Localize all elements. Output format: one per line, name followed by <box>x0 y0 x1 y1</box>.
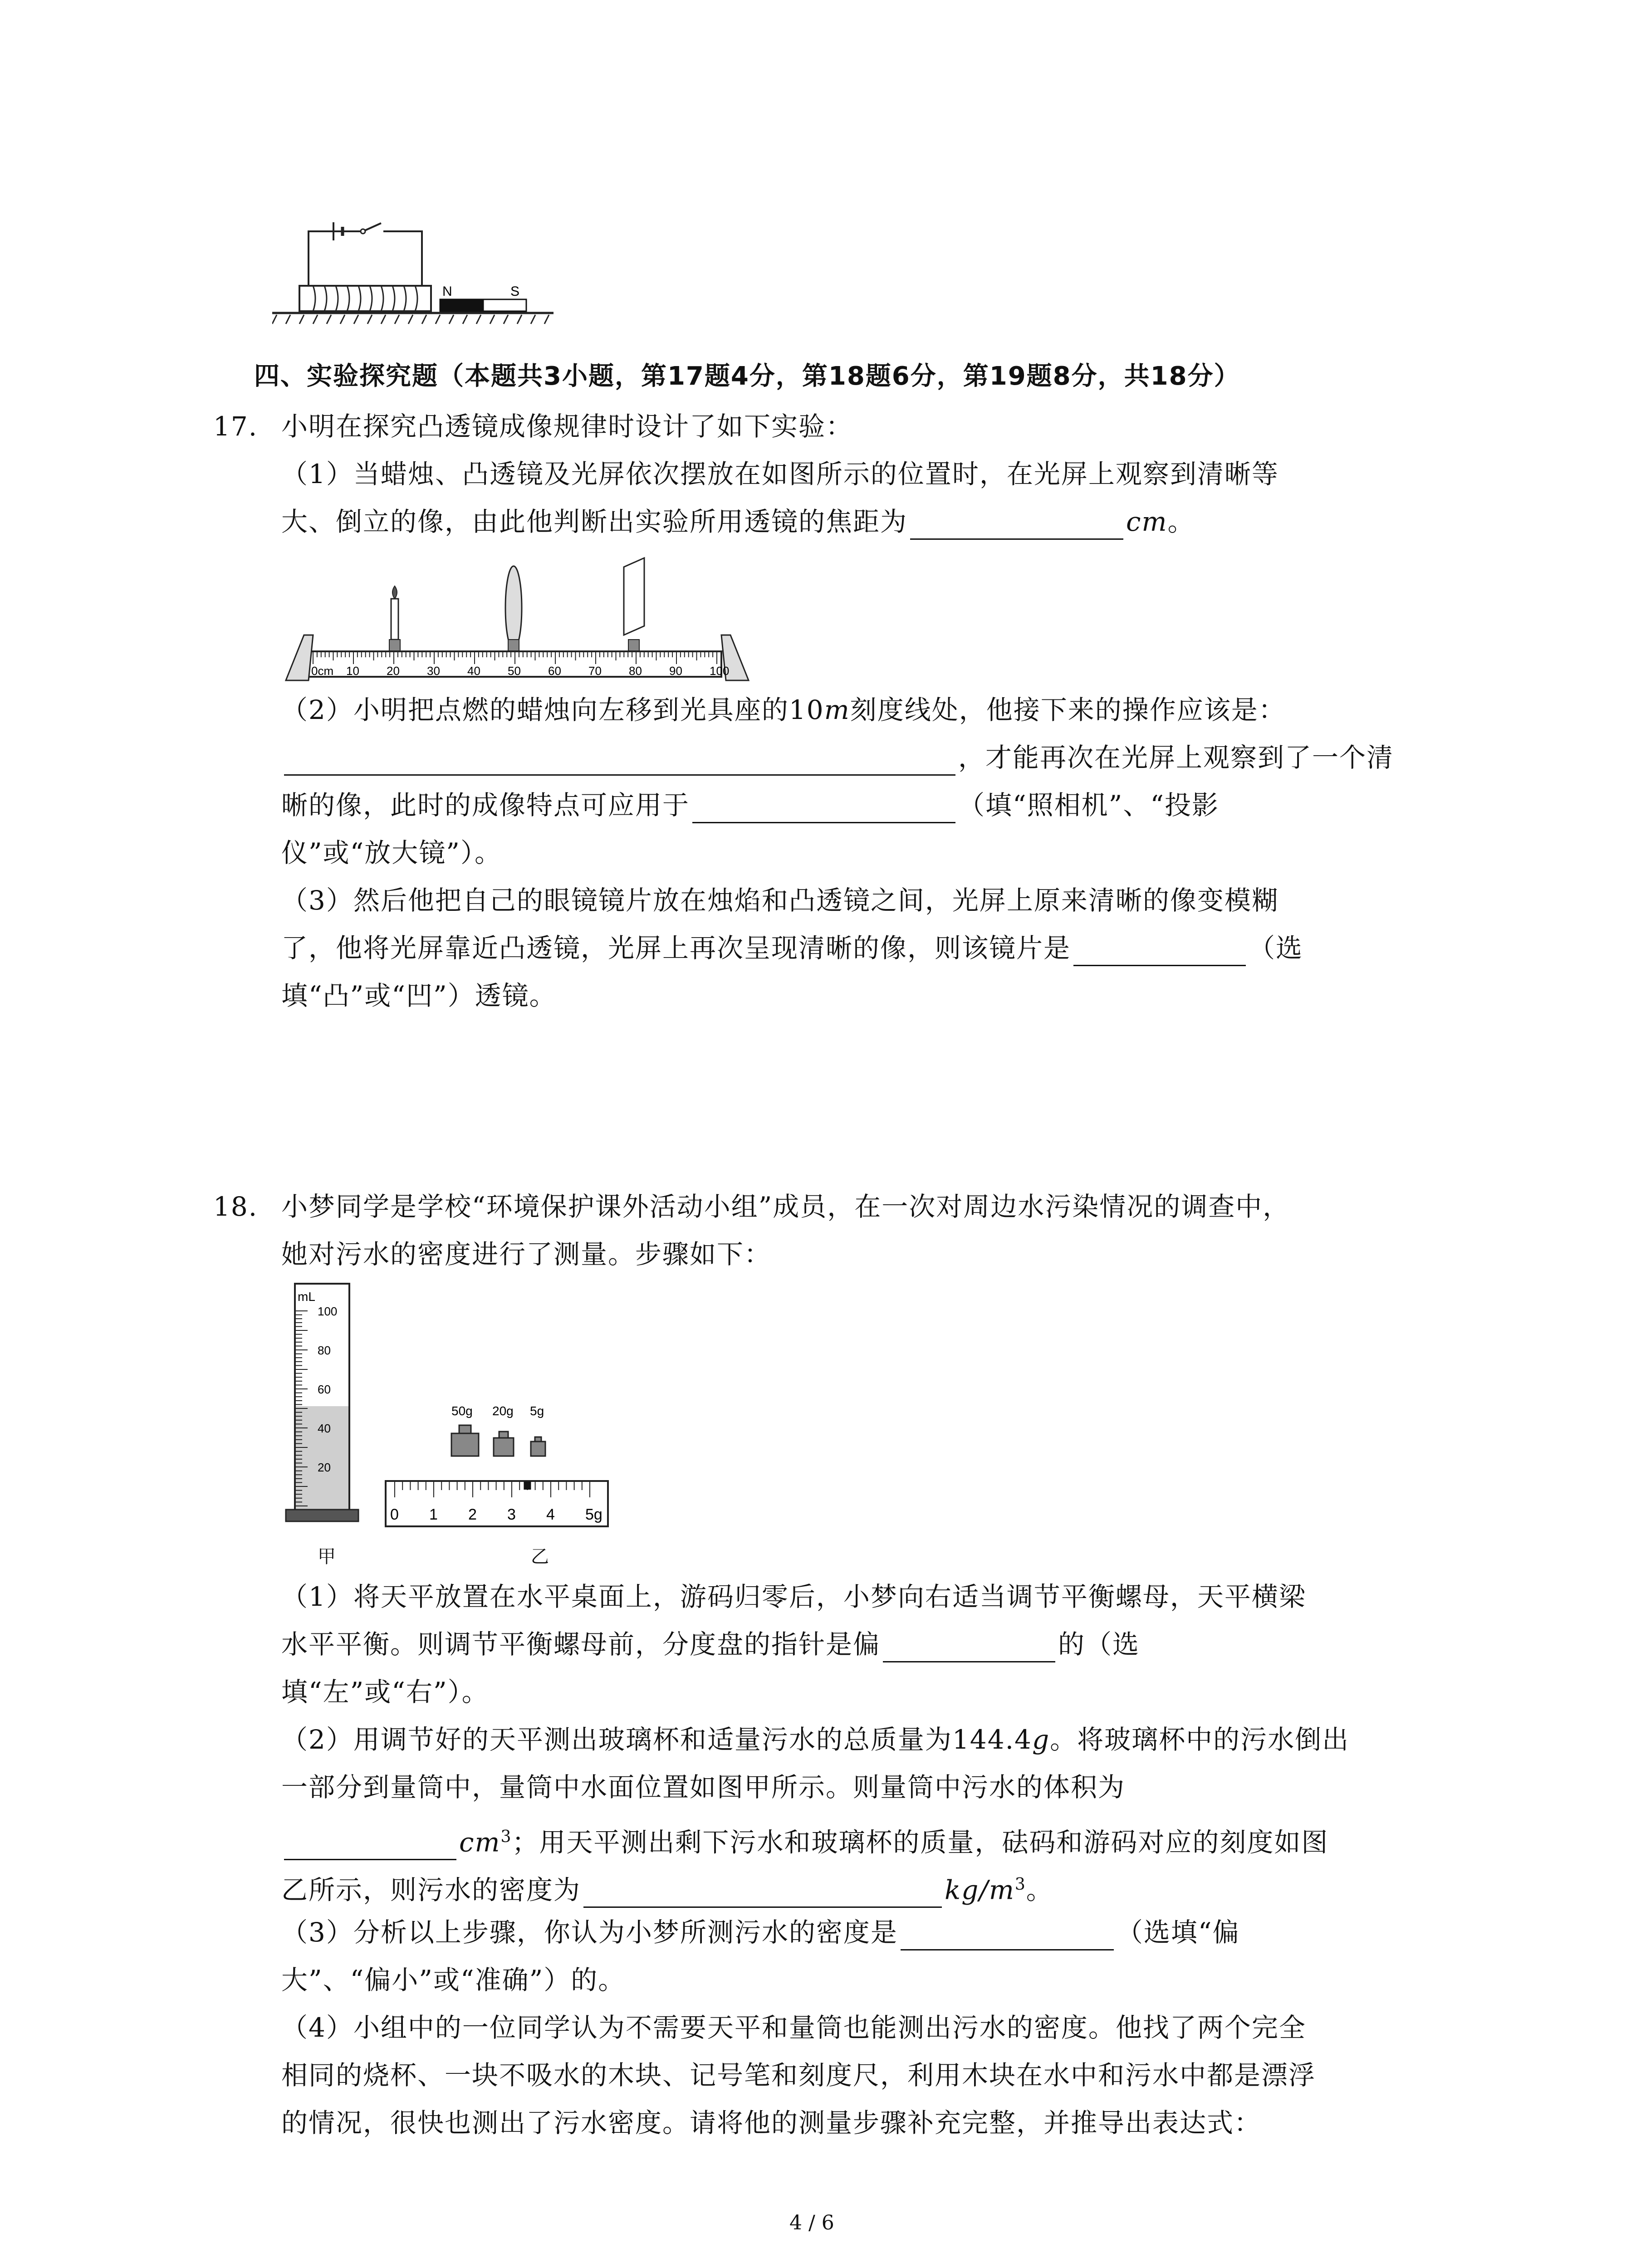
q17-p2-line3 <box>281 787 1219 823</box>
q18-p2-line3: $cm^3$；用天平测出剩下污水和玻璃杯的质量，砝码和游码对应的刻度如图 <box>281 1819 1328 1860</box>
weight-label: 50g <box>451 1404 473 1418</box>
rider-marker <box>524 1481 531 1490</box>
q18-p3-line2: 大”、“偏小”或“准确”）的。 <box>281 1965 626 1995</box>
q17-p3-line1: （3）然后他把自己的眼镜镜片放在烛焰和凸透镜之间，光屏上原来清晰的像变模糊 <box>281 885 1279 916</box>
fig-yi-label: 乙 <box>531 1546 549 1567</box>
answer-blank-lens-type[interactable] <box>1073 938 1246 966</box>
answer-blank-volume[interactable] <box>284 1832 456 1860</box>
optical-bench-figure <box>281 544 753 689</box>
unit-cm: cm <box>1126 506 1168 537</box>
unit-m: m <box>824 694 850 725</box>
q18-p1-line2-text: 水平平衡。则调节平衡螺母前，分度盘的指针是偏 <box>281 1629 881 1660</box>
q18-stem-line1: 小梦同学是学校“环境保护课外活动小组”成员，在一次对周边水污染情况的调查中， <box>281 1191 1290 1222</box>
cylinder-tick-label: 40 <box>318 1422 331 1435</box>
rider-scale-label: 1 <box>429 1506 438 1523</box>
cylinder-unit: mL <box>298 1290 315 1304</box>
q18-stem-line2: 她对污水的密度进行了测量。步骤如下： <box>281 1239 772 1270</box>
cylinder-tick-label: 100 <box>318 1305 338 1318</box>
weight-label: 5g <box>530 1404 544 1418</box>
q17-p2-end: 刻度线处，他接下来的操作应该是： <box>850 694 1286 725</box>
q18-number: 18. <box>213 1191 258 1222</box>
bench-tick-label: 60 <box>548 664 561 678</box>
bench-tick-label: 50 <box>508 664 521 678</box>
section-heading: 四、实验探究题（本题共3小题，第17题4分，第18题6分，第19题8分，共18分） <box>254 362 1240 391</box>
bench-tick-label: 80 <box>629 664 642 678</box>
graduated-cylinder-figure <box>281 1279 363 1533</box>
q18-p1-line1: （1）将天平放置在水平桌面上，游码归零后，小梦向右适当调节平衡螺母，天平横梁 <box>281 1581 1306 1612</box>
rider-scale-label: 4 <box>546 1506 555 1523</box>
balance-weights-figure <box>381 1397 617 1533</box>
q18-p2-line4: 乙所示，则污水的密度为 $kg/m^3$。 <box>281 1867 1053 1908</box>
q17-p2-line3-end: （填“照相机”、“投影 <box>958 790 1219 821</box>
q18-p2-line1-end: 。将玻璃杯中的污水倒出 <box>1050 1724 1350 1755</box>
q18-p4-line3: 的情况，很快也测出了污水密度。请将他的测量步骤补充完整，并推导出表达式： <box>281 2107 1262 2138</box>
answer-blank-operation[interactable] <box>284 747 955 776</box>
q17-p3-line2 <box>281 930 1303 966</box>
bench-tick-label: 100 <box>710 664 730 678</box>
q17-stem: 小明在探究凸透镜成像规律时设计了如下实验： <box>281 411 853 442</box>
unit-cm3: cm <box>459 1827 501 1858</box>
q17-p1-text: 大、倒立的像，由此他判断出实验所用透镜的焦距为 <box>281 506 908 537</box>
q18-p2-line4-end: 。 <box>1026 1874 1053 1906</box>
bench-tick-label: 90 <box>669 664 682 678</box>
q17-p1-end: 。 <box>1167 506 1195 537</box>
cylinder-tick-label: 20 <box>318 1461 331 1474</box>
answer-blank-density[interactable] <box>583 1879 942 1908</box>
q18-p2-line3-end: ；用天平测出剩下污水和玻璃杯的质量，砝码和游码对应的刻度如图 <box>512 1827 1329 1858</box>
q17-p2-text: （2）小明把点燃的蜡烛向左移到光具座的10 <box>281 694 824 725</box>
q18-p2-line1-text: （2）用调节好的天平测出玻璃杯和适量污水的总质量为144.4 <box>281 1724 1032 1755</box>
bench-tick-label: 10 <box>346 664 359 678</box>
unit-g: g <box>1032 1724 1050 1755</box>
rider-scale-label: 2 <box>468 1506 477 1523</box>
fig-jia-label: 甲 <box>318 1546 336 1567</box>
q18-p2-line1 <box>281 1721 1349 1758</box>
q18-p1-line2-end: 的（选 <box>1058 1629 1140 1660</box>
answer-blank-focal-length[interactable] <box>910 511 1123 540</box>
q18-p2-line4-text: 乙所示，则污水的密度为 <box>281 1874 581 1906</box>
page-number: 4 / 6 <box>789 2211 834 2234</box>
q17-p3-line2-text: 了，他将光屏靠近凸透镜，光屏上再次呈现清晰的像，则该镜片是 <box>281 933 1071 963</box>
answer-blank-pointer-direction[interactable] <box>883 1634 1055 1662</box>
q18-p3-line1-end: （选填“偏 <box>1116 1917 1240 1948</box>
q18-p1-line2 <box>281 1626 1140 1662</box>
q17-p2-line4: 仪”或“放大镜”）。 <box>281 837 502 868</box>
answer-blank-accuracy[interactable] <box>901 1922 1114 1950</box>
unit-kg-m3: kg/m <box>945 1874 1015 1906</box>
cylinder-tick-label: 80 <box>318 1344 331 1357</box>
q18-p4-line2: 相同的烧杯、一块不吸水的木块、记号笔和刻度尺，利用木块在水中和污水中都是漂浮 <box>281 2060 1316 2091</box>
q17-number: 17. <box>213 411 258 442</box>
q18-p1-line3: 填“左”或“右”）。 <box>281 1677 489 1707</box>
q17-p2-line2 <box>281 739 1394 776</box>
q17-p2-line2-end: ，才能再次在光屏上观察到了一个清 <box>958 742 1394 773</box>
weight-label: 20g <box>492 1404 514 1418</box>
magnet-s-label: S <box>510 284 520 299</box>
q18-p3-line1 <box>281 1914 1240 1950</box>
bench-tick-label: 40 <box>467 664 480 678</box>
q17-p1-line2 <box>281 503 1195 540</box>
q18-p2-line2: 一部分到量筒中，量筒中水面位置如图甲所示。则量筒中污水的体积为 <box>281 1772 1126 1803</box>
rider-scale-label: 5g <box>585 1506 603 1523</box>
q17-p3-line2-end: （选 <box>1249 933 1303 963</box>
bench-tick-label: 70 <box>588 664 602 678</box>
bench-tick-label: 30 <box>427 664 440 678</box>
answer-blank-application[interactable] <box>692 795 955 823</box>
q17-p2-line3-text: 晰的像，此时的成像特点可应用于 <box>281 790 690 821</box>
q17-p1-line1: （1）当蜡烛、凸透镜及光屏依次摆放在如图所示的位置时，在光屏上观察到清晰等 <box>281 459 1279 489</box>
magnet-n-label: N <box>442 284 452 299</box>
circuit-magnet-figure <box>272 218 563 336</box>
q17-p2-line1 <box>281 692 1286 728</box>
q18-p4-line1: （4）小组中的一位同学认为不需要天平和量筒也能测出污水的密度。他找了两个完全 <box>281 2012 1306 2043</box>
q17-p3-line3: 填“凸”或“凹”）透镜。 <box>281 980 557 1011</box>
rider-scale-label: 0 <box>390 1506 399 1523</box>
cylinder-tick-label: 60 <box>318 1383 331 1396</box>
rider-scale-label: 3 <box>507 1506 516 1523</box>
bench-tick-label: 0cm <box>311 664 334 678</box>
q18-p3-line1-text: （3）分析以上步骤，你认为小梦所测污水的密度是 <box>281 1917 898 1948</box>
bench-tick-label: 20 <box>387 664 400 678</box>
